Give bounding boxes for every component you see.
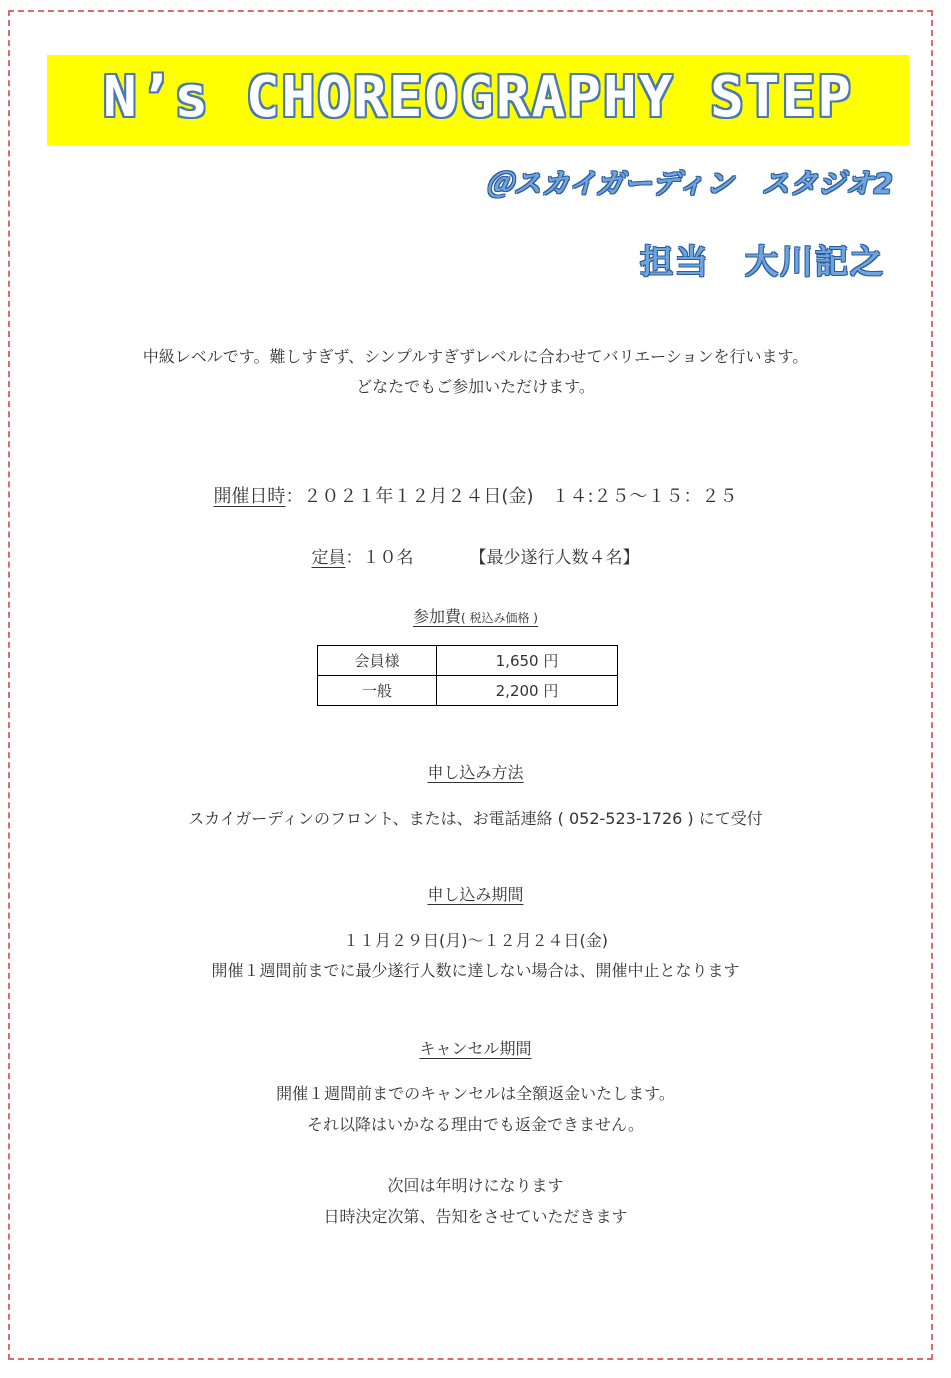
application-period-dates: １１月２９日(月)～１２月２４日(金) (343, 931, 608, 950)
fee-heading-note: ( 税込み価格 ) (461, 611, 538, 625)
capacity-label: 定員 (311, 548, 346, 568)
cancel-line-1: 開催１週間前までのキャンセルは全額返金いたします。 (276, 1084, 675, 1103)
next-line-1: 次回は年明けになります (387, 1176, 564, 1195)
table-row (318, 646, 618, 676)
page-title: N’s CHOREOGRAPHY STEP (102, 65, 853, 130)
title-banner (47, 55, 909, 145)
application-method-text: スカイガーディンのフロント、または、お電話連絡 ( 052-523-1726 ) にて受付 (188, 809, 763, 828)
fee-price-general: 2,200 円 (437, 676, 618, 706)
fee-heading (0, 604, 951, 627)
capacity-note: 【最少遂行人数４名】 (469, 548, 640, 568)
event-date-label: 開催日時 (213, 486, 286, 507)
period-heading-text: 申し込み期間 (427, 885, 524, 904)
instructor-name: 担当 大川記之 (640, 242, 885, 281)
capacity-value: ：１０名 (345, 548, 414, 568)
table-row (318, 676, 618, 706)
event-date-row (0, 482, 951, 508)
application-period-heading (0, 882, 951, 905)
venue-subtitle: ＠スカイガーディン スタジオ2 (485, 167, 893, 200)
cancel-heading (0, 1036, 951, 1059)
intro-line-1: 中級レベルです。難しすぎず、シンプルすぎずレベルに合わせてバリエーションを行います。 (142, 347, 809, 366)
fee-price-member: 1,650 円 (437, 646, 618, 676)
application-method-heading (0, 760, 951, 783)
cancel-line-2: それ以降はいかなる理由でも返金できません。 (307, 1115, 644, 1134)
fee-label-member: 会員様 (318, 646, 437, 676)
capacity-row (0, 543, 951, 568)
cancel-heading-text: キャンセル期間 (419, 1039, 532, 1058)
event-date-value: ：２０２１年１２月２４日(金) １４:２５～１５：２５ (285, 486, 738, 507)
method-heading-text: 申し込み方法 (427, 763, 524, 782)
fee-heading-label: 参加費 (412, 607, 461, 626)
intro-line-2: どなたでもご参加いただけます。 (356, 377, 595, 396)
fee-table (317, 645, 618, 706)
application-period-note: 開催１週間前までに最少遂行人数に達しない場合は、開催中止となります (211, 961, 740, 980)
next-line-2: 日時決定次第、告知をさせていただきます (323, 1207, 628, 1226)
fee-label-general: 一般 (318, 676, 437, 706)
